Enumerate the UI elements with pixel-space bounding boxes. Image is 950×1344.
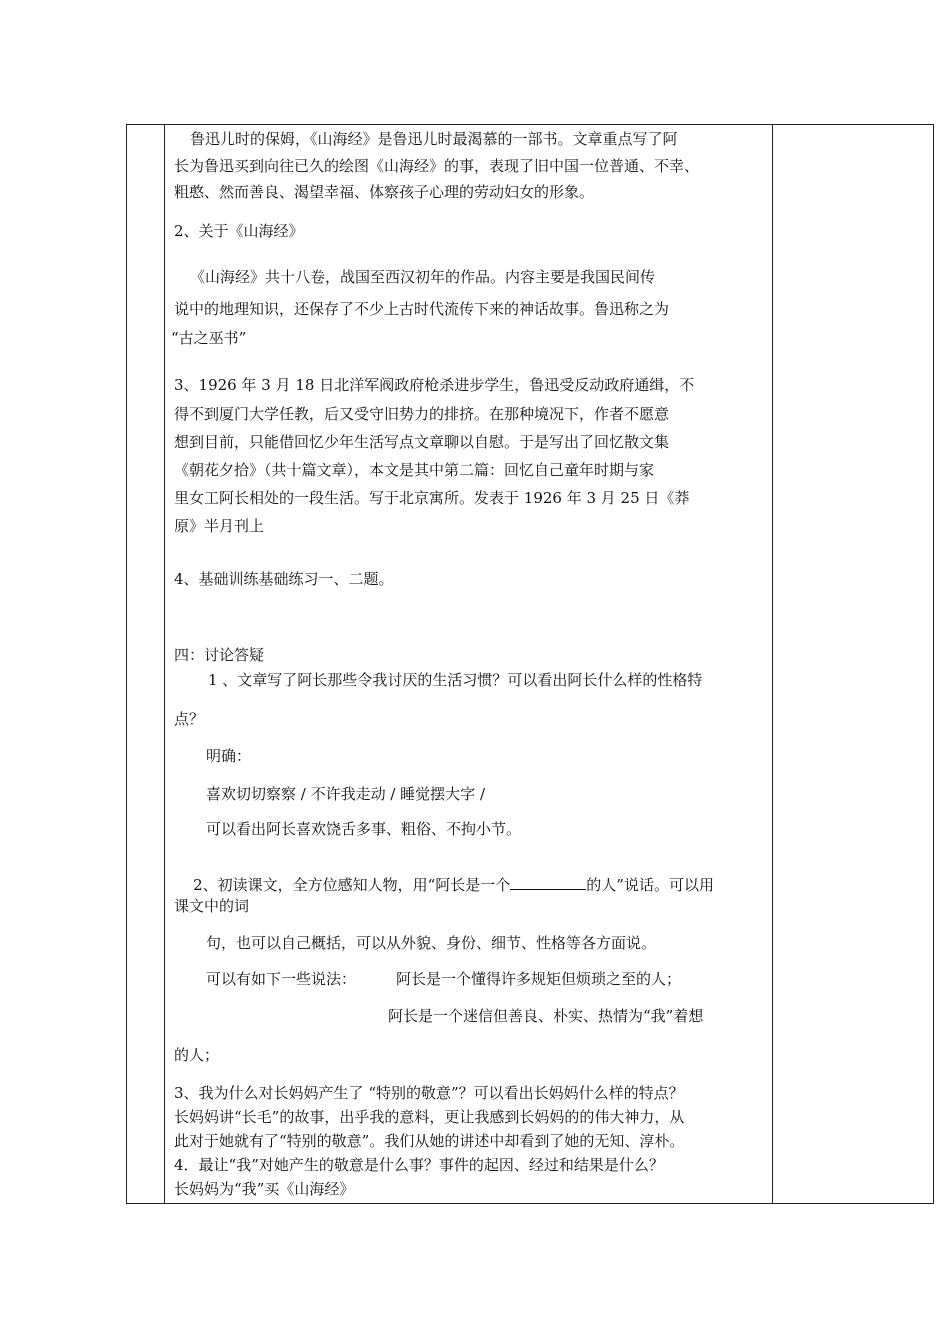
- answer-line: 可以看出阿长喜欢饶舌多事、粗俗、不拘小节。: [206, 820, 522, 838]
- paragraph-intro-line: 粗憨、然而善良、渴望幸福、体察孩子心理的劳动妇女的形象。: [174, 183, 595, 201]
- paragraph-shanhaijing-line: “古之巫书”: [171, 329, 247, 347]
- question-line: 课文中的词: [174, 897, 250, 915]
- fill-in-blank: [510, 875, 586, 890]
- lesson-content: [166, 124, 770, 1204]
- paragraph-background-line: 原》半月刊上: [174, 517, 265, 535]
- question-line: [174, 856, 714, 914]
- paragraph-shanhaijing-line: 说中的地理知识，还保存了不少上古时代流传下来的神话故事。鲁迅称之为: [174, 300, 670, 318]
- answer-line: 可以有如下一些说法：: [206, 970, 357, 988]
- paragraph-intro-line: 鲁迅儿时的保姆，《山海经》是鲁迅儿时最渴慕的一部书。文章重点写了阿: [190, 130, 678, 148]
- paragraph-background-line: 得不到厦门大学任教，后又受守旧势力的排挤。在那种境况下，作者不愿意: [174, 405, 670, 423]
- paragraph-background-line: 想到目前，只能借回忆少年生活写点文章聊以自慰。于是写出了回忆散文集: [174, 433, 670, 451]
- table-column-divider-left: [164, 125, 165, 1203]
- answer-line: 的人；: [174, 1046, 220, 1064]
- answer-label: 明确：: [206, 747, 252, 765]
- paragraph-background-line: 3、1926 年 3 月 18 日北洋军阀政府枪杀进步学生，鲁迅受反动政府通缉，不: [174, 376, 695, 394]
- paragraph-shanhaijing-line: 《山海经》共十八卷，战国至西汉初年的作品。内容主要是我国民间传: [190, 268, 656, 286]
- question-line: 点？: [174, 710, 205, 728]
- section-heading: 四：讨论答疑: [174, 646, 265, 664]
- answer-line: 此对于她就有了“特别的敬意”。我们从她的讲述中却看到了她的无知、淳朴。: [174, 1132, 685, 1150]
- paragraph-background-line: 里女工阿长相处的一段生活。写于北京寓所。发表于 1926 年 3 月 25 日《莽: [174, 489, 690, 507]
- answer-line: 喜欢切切察察 / 不许我走动 / 睡觉摆大字 /: [206, 785, 486, 803]
- question-text: 的人”说话。可以用: [586, 876, 714, 894]
- answer-line: 句，也可以自己概括，可以从外貌、身份、细节、性格等各方面说。: [206, 934, 657, 952]
- question-line: 3、我为什么对长妈妈产生了 “特别的敬意”？可以看出长妈妈什么样的特点？: [174, 1084, 684, 1102]
- section-heading: 4、基础训练基础练习一、二题。: [174, 570, 394, 588]
- table-column-divider-right: [772, 125, 773, 1203]
- answer-line: 长妈妈为“我”买《山海经》: [174, 1180, 355, 1198]
- question-line: 1 、文章写了阿长那些令我讨厌的生活习惯？可以看出阿长什么样的性格特: [208, 671, 703, 689]
- answer-line: 阿长是一个懂得许多规矩但烦琐之至的人；: [396, 970, 682, 988]
- answer-line: 阿长是一个迷信但善良、朴实、热情为“我”着想: [388, 1007, 704, 1025]
- question-line: 4．最让“我”对她产生的敬意是什么事？事件的起因、经过和结果是什么？: [174, 1156, 664, 1174]
- paragraph-intro-line: 长为鲁迅买到向往已久的绘图《山海经》的事，表现了旧中国一位普通、不幸、: [174, 157, 700, 175]
- answer-line: 长妈妈讲“长毛”的故事，出乎我的意料，更让我感到长妈妈的的伟大神力，从: [174, 1108, 685, 1126]
- question-text: 2、初读课文，全方位感知人物，用“阿长是一个: [193, 876, 511, 894]
- paragraph-background-line: 《朝花夕拾》（共十篇文章），本文是其中第二篇：回忆自己童年时期与家: [174, 461, 655, 479]
- section-heading: 2、关于《山海经》: [174, 222, 304, 240]
